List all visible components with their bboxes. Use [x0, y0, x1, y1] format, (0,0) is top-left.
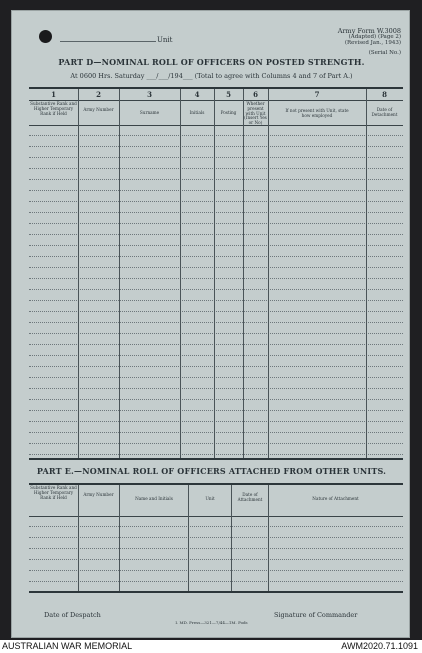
- form-adapted: (Adapted) (Page 2): [348, 34, 401, 40]
- part-d-bottom-rule: [29, 458, 403, 460]
- part-e-col-header-name: Name and Initials: [135, 496, 173, 501]
- part-d-col-divider: [180, 89, 181, 458]
- ruled-line: [29, 135, 403, 136]
- part-d-col-divider: [78, 89, 79, 458]
- signature-label: Signature of Commander: [274, 611, 358, 619]
- ruled-line: [29, 322, 403, 323]
- part-e-col-header-date: Date of Attachment: [237, 492, 263, 502]
- ruled-line: [29, 570, 403, 571]
- part-e-col-header-army-number: Army Number: [83, 492, 114, 497]
- col-number-7: 7: [314, 90, 320, 99]
- ruled-line: [29, 234, 403, 235]
- ruled-line: [29, 190, 403, 191]
- unit-label: Unit: [157, 36, 173, 44]
- ruled-line: [29, 537, 403, 538]
- col-header-army-number: Army Number: [83, 107, 114, 112]
- ruled-line: [29, 311, 403, 312]
- ruled-line: [29, 278, 403, 279]
- ruled-line: [29, 399, 403, 400]
- ruled-line: [29, 223, 403, 224]
- ruled-line: [29, 581, 403, 582]
- part-e-top-rule: [29, 483, 403, 485]
- ruled-line: [29, 454, 403, 455]
- form-revised: (Revised Jan., 1943): [344, 40, 401, 46]
- col-header-surname: Surname: [139, 110, 160, 115]
- printer-imprint: I. MD. Press—321—7/44—1M. Pods: [175, 620, 248, 625]
- part-d-subtitle: At 0600 Hrs. Saturday ___/___/194___ (Total to agree with Columns 4 and 7 of Part A.): [70, 72, 353, 80]
- part-d-col-divider: [366, 89, 367, 458]
- col-header-present: Whether present with Unit (Insert Yes or No): [244, 101, 267, 126]
- part-e-col-divider: [78, 485, 79, 591]
- part-e-bottom-rule: [29, 591, 403, 593]
- col-header-initials: Initials: [189, 110, 205, 115]
- part-e-title: PART E.—NOMINAL ROLL OF OFFICERS ATTACHED FROM OTHER UNITS.: [36, 466, 387, 476]
- ruled-line: [29, 410, 403, 411]
- col-header-rank: Substantive Rank and Higher Temporary Rank if Held: [30, 101, 77, 116]
- ruled-line: [29, 443, 403, 444]
- part-e-col-divider: [231, 485, 232, 591]
- form-number-block: [321, 28, 401, 56]
- ruled-line: [29, 559, 403, 560]
- part-e-col-header-unit: Unit: [205, 496, 215, 501]
- ruled-line: [29, 300, 403, 301]
- ruled-line: [29, 212, 403, 213]
- part-d-number-rule: [29, 100, 403, 101]
- col-number-3: 3: [147, 90, 152, 99]
- ruled-line: [29, 388, 403, 389]
- part-e-header-rule: [29, 516, 403, 517]
- date-of-despatch-label: Date of Despatch: [44, 611, 101, 619]
- caption-accession-number: AWM2020.71.1091: [341, 641, 418, 651]
- part-d-top-rule: [29, 87, 403, 89]
- part-d-col-divider: [243, 89, 244, 458]
- ruled-line: [29, 256, 403, 257]
- part-d-title: PART D—NOMINAL ROLL OF OFFICERS ON POSTED STRENGTH.: [58, 57, 365, 67]
- army-form-page: [11, 10, 410, 638]
- ruled-line: [29, 421, 403, 422]
- part-e-col-divider: [268, 485, 269, 591]
- ruled-line: [29, 179, 403, 180]
- part-d-col-divider: [268, 89, 269, 458]
- col-number-6: 6: [253, 90, 258, 99]
- col-number-1: 1: [51, 90, 56, 99]
- form-title: Army Form W.3008: [337, 27, 401, 35]
- caption-source: AUSTRALIAN WAR MEMORIAL: [2, 641, 133, 651]
- ruled-line: [29, 333, 403, 334]
- col-header-employed: If not present with Unit, state how employed: [285, 108, 349, 118]
- col-number-5: 5: [226, 90, 231, 99]
- ruled-line: [29, 526, 403, 527]
- ruled-line: [29, 245, 403, 246]
- part-e-col-header-rank: Substantive Rank and Higher Temporary Rank if Held: [30, 485, 77, 500]
- ruled-line: [29, 377, 403, 378]
- ruled-line: [29, 157, 403, 158]
- col-number-4: 4: [194, 90, 200, 99]
- part-d-header-rule: [29, 125, 403, 126]
- ruled-line: [29, 267, 403, 268]
- ruled-line: [29, 432, 403, 433]
- col-header-detachment: Date of Detachment: [371, 107, 398, 117]
- part-e-col-divider: [188, 485, 189, 591]
- punch-hole: [39, 30, 52, 43]
- ruled-line: [29, 344, 403, 345]
- ruled-line: [29, 289, 403, 290]
- col-number-2: 2: [96, 90, 101, 99]
- col-header-posting: Posting: [220, 110, 237, 115]
- part-d-col-divider: [119, 89, 120, 458]
- ruled-line: [29, 201, 403, 202]
- ruled-line: [29, 366, 403, 367]
- part-d-col-divider: [214, 89, 215, 458]
- ruled-line: [29, 168, 403, 169]
- ruled-line: [29, 548, 403, 549]
- part-e-col-header-nature: Nature of Attachment: [312, 496, 359, 501]
- ruled-line: [29, 146, 403, 147]
- unit-underline: [60, 41, 156, 42]
- ruled-line: [29, 355, 403, 356]
- serial-label: (Serial No.): [368, 50, 401, 56]
- col-number-8: 8: [382, 90, 387, 99]
- part-e-col-divider: [119, 485, 120, 591]
